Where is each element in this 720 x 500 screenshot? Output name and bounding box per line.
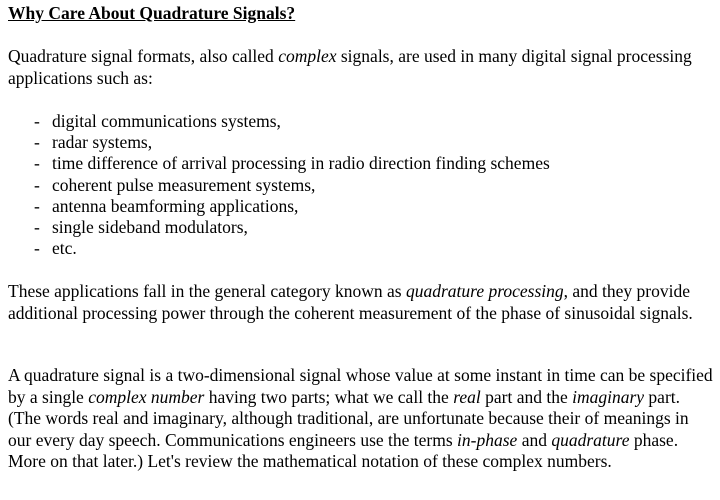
definition-paragraph	[8, 365, 714, 473]
bullet-marker: -	[34, 195, 40, 216]
bullet-marker: -	[34, 238, 40, 259]
para3-text-3: part and the	[480, 386, 573, 407]
list-item-text: etc.	[52, 238, 77, 259]
list-item	[34, 111, 550, 132]
document-title: Why Care About Quadrature Signals?	[8, 3, 296, 23]
list-item-text: antenna beamforming applications,	[52, 195, 299, 216]
list-item-text: time difference of arrival processing in radio direction finding schemes	[52, 153, 550, 174]
para3-text-5: and	[517, 429, 552, 450]
para3-emphasis-complex-number: complex number	[88, 386, 205, 407]
para1-emphasis-complex: complex	[278, 46, 337, 66]
para3-text-4: part. (The words real and imaginary, although traditional, are unfortunate because their of meanings in our every day speech. Communications engineers use the terms	[8, 386, 689, 450]
bullet-marker: -	[34, 174, 40, 195]
para1-text-2: signals, are used in many digital signal processing applications such as:	[8, 46, 692, 88]
para3-emphasis-real: real	[453, 386, 481, 407]
list-item-text: coherent pulse measurement systems,	[52, 174, 316, 195]
quadrature-processing-paragraph	[8, 281, 714, 324]
list-item	[34, 175, 550, 196]
para3-emphasis-quadrature: quadrature	[551, 429, 630, 450]
bullet-marker: -	[34, 111, 40, 131]
bullet-marker: -	[34, 132, 40, 153]
para2-text-1: These applications fall in the general category known as	[8, 281, 406, 301]
para2-text-2: , and they provide additional processing power through the coherent measurement of the phase of sinusoidal signals.	[8, 281, 693, 323]
para1-text-1: Quadrature signal formats, also called	[8, 46, 279, 66]
list-item	[34, 153, 550, 174]
list-item	[34, 238, 550, 259]
intro-paragraph	[8, 46, 714, 89]
list-item	[34, 196, 550, 217]
list-item-text: digital communications systems,	[52, 111, 281, 131]
para3-text-2: having two parts; what we call the	[204, 386, 454, 407]
para3-text-1: A quadrature signal is a two-dimensional signal whose value at some instant in time can be specified by a single	[8, 365, 713, 407]
para3-text-6: phase. More on that later.) Let's review the mathematical notation of these complex numbers.	[8, 429, 679, 471]
list-item-text: radar systems,	[52, 132, 153, 153]
bullet-marker: -	[34, 217, 40, 238]
list-item-text: single sideband modulators,	[52, 217, 248, 238]
para3-emphasis-imaginary: imaginary	[572, 386, 645, 407]
para3-emphasis-in-phase: in-phase	[457, 429, 518, 450]
bullet-marker: -	[34, 153, 40, 174]
para2-emphasis-quadrature-processing: quadrature processing	[405, 281, 564, 301]
list-item	[34, 217, 550, 238]
applications-list	[34, 111, 550, 259]
list-item	[34, 132, 550, 153]
